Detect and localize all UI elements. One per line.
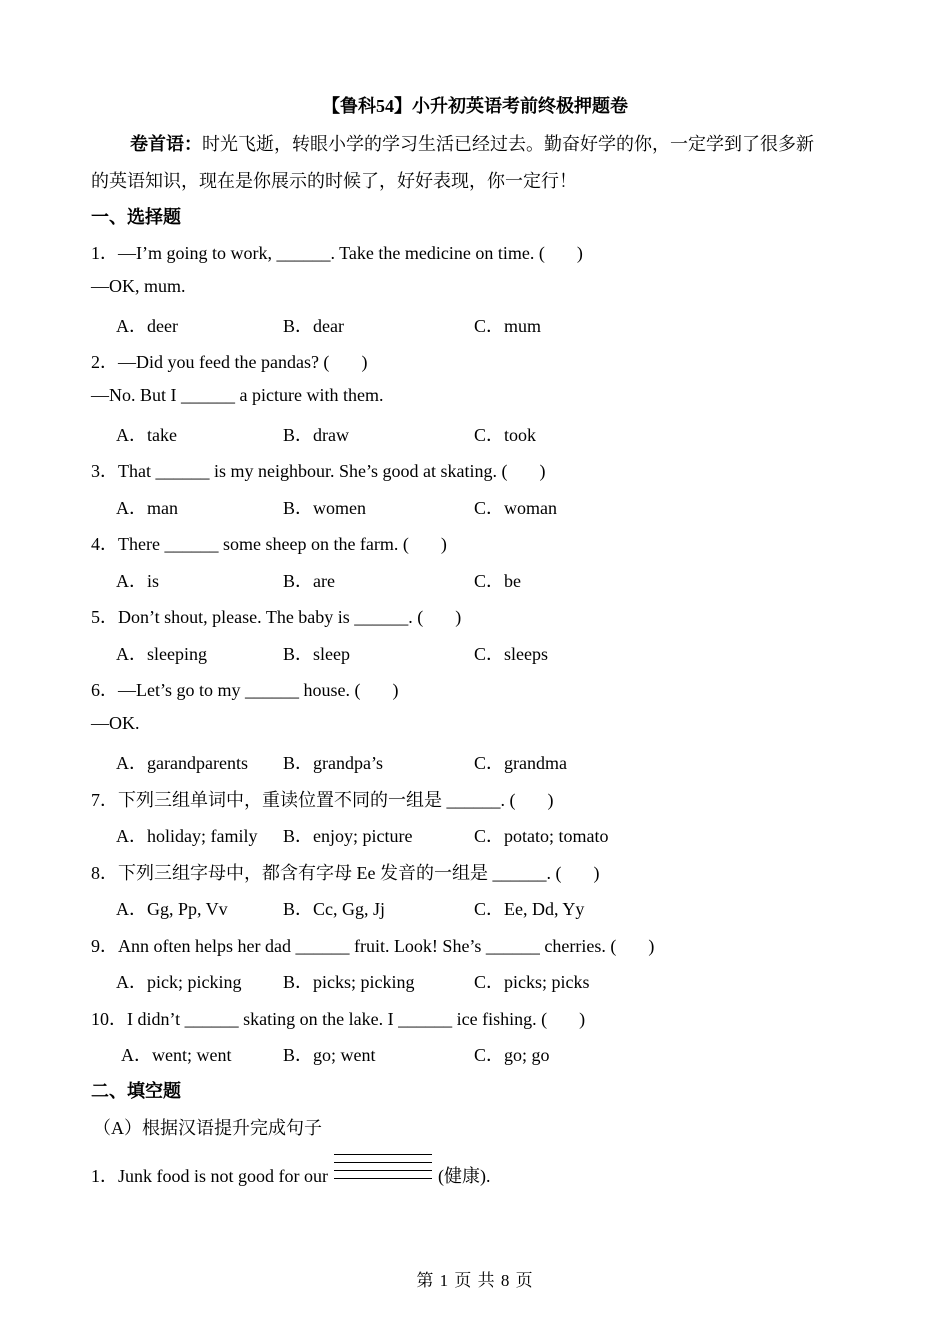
question-2-stem: 2．—Did you feed the pandas? (	[91, 352, 330, 372]
question-5-close: )	[455, 607, 462, 627]
question-6-stem: 6．—Let’s go to my ______ house. (	[91, 680, 361, 700]
question-10-close: )	[579, 1009, 586, 1029]
question-4-option-b: B．are	[283, 571, 335, 591]
question-10-option-c: C．go; go	[474, 1045, 550, 1065]
question-3-close: )	[539, 461, 546, 481]
intro-line-1	[130, 130, 814, 156]
question-3-option-a: A．man	[116, 498, 178, 518]
question-4-stem: 4．There ______ some sheep on the farm. (	[91, 534, 409, 554]
question-3-stem: 3．That ______ is my neighbour. She’s good at skating. (	[91, 461, 508, 481]
intro-label: 卷首语：	[130, 134, 202, 154]
question-2-option-c: C．took	[474, 425, 537, 445]
question-3-option-c: C．woman	[474, 498, 557, 518]
question-10-option-a: A．went; went	[121, 1045, 232, 1065]
question-6	[91, 676, 398, 702]
question-7	[91, 786, 554, 812]
question-6-option-c: C．grandma	[474, 753, 567, 773]
question-5-option-a: A．sleeping	[116, 644, 207, 664]
question-6-option-a: A．garandparents	[116, 753, 248, 773]
question-4-option-c: C．be	[474, 571, 521, 591]
answer-blank-lines	[334, 1164, 432, 1186]
question-1	[91, 239, 583, 265]
question-10-stem: 10．I didn’t ______ skating on the lake. I ______ ice fishing. (	[91, 1009, 548, 1029]
question-8	[91, 859, 599, 885]
part-a-heading: （A）根据汉语提升完成句子	[93, 1118, 322, 1138]
question-6-option-b: B．grandpa’s	[283, 753, 383, 773]
question-10	[91, 1005, 585, 1031]
question-7-close: )	[547, 790, 554, 810]
question-7-option-c: C．potato; tomato	[474, 826, 609, 846]
question-2-reply: —No. But I ______ a picture with them.	[91, 385, 384, 405]
question-6-reply: —OK.	[91, 713, 140, 733]
question-1-option-c: C．mum	[474, 316, 542, 336]
question-1-option-a: A．deer	[116, 316, 178, 336]
question-9-close: )	[648, 936, 655, 956]
question-10-option-b: B．go; went	[283, 1045, 376, 1065]
question-9-option-b: B．picks; picking	[283, 972, 415, 992]
fill-question-1	[91, 1162, 491, 1188]
question-3-option-b: B．women	[283, 498, 366, 518]
fill-question-1-hint: (健康).	[438, 1166, 491, 1186]
question-8-option-c: C．Ee, Dd, Yy	[474, 899, 585, 919]
question-8-stem: 8．下列三组字母中，都含有字母 Ee 发音的一组是 ______. (	[91, 863, 562, 883]
section-heading-fill: 二、填空题	[91, 1081, 181, 1101]
question-2-option-b: B．draw	[283, 425, 349, 445]
question-7-option-a: A．holiday; family	[116, 826, 258, 846]
question-5	[91, 603, 461, 629]
question-1-stem: 1．—I’m going to work, ______. Take the medicine on time. (	[91, 243, 545, 263]
question-4	[91, 530, 447, 556]
question-9-option-a: A．pick; picking	[116, 972, 242, 992]
question-9-stem: 9．Ann often helps her dad ______ fruit. Look! She’s ______ cherries. (	[91, 936, 617, 956]
question-9	[91, 932, 654, 958]
question-2	[91, 348, 367, 374]
question-1-close: )	[576, 243, 583, 263]
question-4-close: )	[440, 534, 447, 554]
question-6-close: )	[392, 680, 399, 700]
question-5-stem: 5．Don’t shout, please. The baby is ______. (	[91, 607, 424, 627]
question-1-option-b: B．dear	[283, 316, 344, 336]
question-7-stem: 7．下列三组单词中，重读位置不同的一组是 ______. (	[91, 790, 516, 810]
question-5-option-c: C．sleeps	[474, 644, 548, 664]
question-2-close: )	[361, 352, 368, 372]
intro-text-1: 时光飞逝，转眼小学的学习生活已经过去。勤奋好学的你，一定学到了很多新	[202, 134, 814, 154]
question-4-option-a: A．is	[116, 571, 160, 591]
question-2-option-a: A．take	[116, 425, 177, 445]
page-title: 【鲁科54】小升初英语考前终极押题卷	[322, 96, 628, 116]
question-3	[91, 457, 545, 483]
question-9-option-c: C．picks; picks	[474, 972, 590, 992]
section-heading-choice: 一、选择题	[91, 207, 181, 227]
question-8-option-b: B．Cc, Gg, Jj	[283, 899, 386, 919]
fill-question-1-text: 1．Junk food is not good for our	[91, 1166, 328, 1186]
question-8-option-a: A．Gg, Pp, Vv	[116, 899, 228, 919]
page-footer: 第 1 页 共 8 页	[416, 1271, 534, 1290]
question-7-option-b: B．enjoy; picture	[283, 826, 413, 846]
question-5-option-b: B．sleep	[283, 644, 350, 664]
intro-line-2: 的英语知识，现在是你展示的时候了，好好表现，你一定行！	[91, 171, 577, 191]
question-1-reply: —OK, mum.	[91, 276, 186, 296]
question-8-close: )	[593, 863, 600, 883]
